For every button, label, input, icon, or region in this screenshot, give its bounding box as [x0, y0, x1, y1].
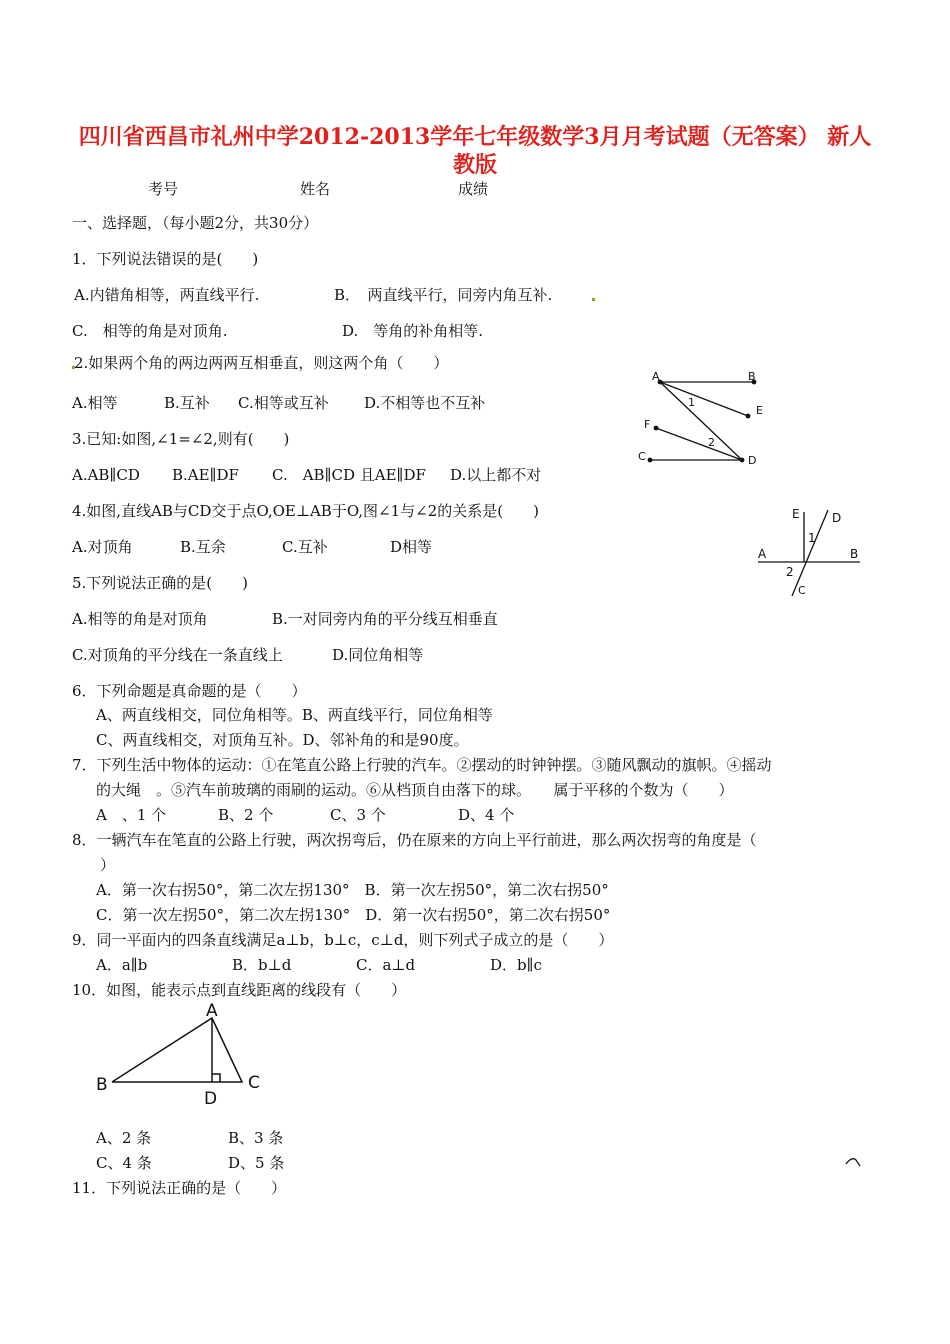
- fig3-label-d: D: [748, 454, 757, 467]
- field-exam-number: 考号: [148, 180, 179, 198]
- q10-option-d: D、5 条: [228, 1154, 285, 1172]
- q9-option-a: A．a∥b: [96, 956, 148, 974]
- section-heading: 一、选择题，（每小题2分，共30分）: [72, 214, 319, 232]
- q9-stem: 9．同一平面内的四条直线满足a⊥b，b⊥c，c⊥d，则下列式子成立的是（ ）: [72, 931, 614, 949]
- q5-option-b: B.一对同旁内角的平分线互相垂直: [272, 610, 498, 628]
- fig4-label-b: B: [850, 547, 859, 561]
- q4-option-a: A.对顶角: [72, 538, 133, 556]
- q3-option-d: D.以上都不对: [450, 466, 542, 484]
- q3-stem: 3.已知:如图,∠1=∠2,则有( ): [72, 430, 290, 448]
- stray-mark: [844, 1156, 864, 1168]
- q7-stem-line2: 的大绳 。⑤汽车前玻璃的雨刷的运动。⑥从档顶自由落下的球。 属于平移的个数为（ ）: [96, 781, 734, 799]
- fig10-label-c: C: [248, 1073, 260, 1093]
- q7-option-d: D、4 个: [458, 806, 515, 824]
- fig3-label-e: E: [756, 404, 763, 417]
- q2-option-c: C.相等或互补: [238, 394, 329, 412]
- q1-option-a: A.内错角相等，两直线平行.: [74, 286, 260, 304]
- q5-option-d: D.同位角相等: [332, 646, 424, 664]
- q7-option-a: A 、1 个: [96, 806, 167, 824]
- figure-q10: [92, 1002, 272, 1112]
- page-title-line2: 教版: [452, 152, 497, 178]
- q6-options-line2: C、两直线相交，对顶角互补。D、邻补角的和是90度。: [96, 731, 469, 749]
- q4-option-d: D相等: [390, 538, 433, 556]
- q1-option-d: D. 等角的补角相等.: [342, 322, 484, 340]
- fig4-label-d: D: [832, 511, 842, 525]
- fig3-label-a: A: [652, 370, 660, 383]
- q1-option-c: C. 相等的角是对顶角.: [72, 322, 228, 340]
- fig10-label-a: A: [206, 1001, 218, 1021]
- q8-options-line2: C．第一次左拐50°，第二次左拐130° D．第一次右拐50°，第二次右拐50°: [96, 906, 611, 924]
- fig4-label-a: A: [758, 547, 767, 561]
- q8-stem-line1: 8．一辆汽车在笔直的公路上行驶，两次拐弯后，仍在原来的方向上平行前进，那么两次拐弯的角度是（: [72, 831, 757, 849]
- fig10-label-b: B: [96, 1075, 108, 1095]
- fig3-label-f: F: [644, 418, 651, 431]
- q7-option-c: C、3 个: [330, 806, 386, 824]
- field-score: 成绩: [458, 180, 489, 198]
- fig10-label-d: D: [204, 1089, 218, 1109]
- q2-option-d: D.不相等也不互补: [364, 394, 486, 412]
- field-name: 姓名: [300, 180, 331, 198]
- fig3-label-b: B: [748, 370, 756, 383]
- page-title-line1: 四川省西昌市礼州中学2012-2013学年七年级数学3月月考试题（无答案） 新人: [78, 124, 872, 150]
- q2-option-b: B.互补: [164, 394, 210, 412]
- q4-option-c: C.互补: [282, 538, 328, 556]
- q5-option-a: A.相等的角是对顶角: [72, 610, 208, 628]
- q9-option-c: C．a⊥d: [356, 956, 416, 974]
- q4-stem: 4.如图,直线AB与CD交于点O,OE⊥AB于O,图∠1与∠2的关系是( ): [72, 502, 539, 520]
- q3-option-b: B.AE∥DF: [172, 466, 239, 484]
- q3-option-a: A.AB∥CD: [72, 466, 140, 484]
- q10-option-b: B、3 条: [228, 1129, 284, 1147]
- fig3-angle-2: 2: [708, 436, 715, 449]
- q8-options-line1: A．第一次右拐50°，第二次左拐130° B．第一次左拐50°，第二次右拐50°: [96, 881, 609, 899]
- q4-option-b: B.互余: [180, 538, 226, 556]
- q8-stem-line2: ）: [100, 856, 116, 874]
- q5-option-c: C.对顶角的平分线在一条直线上: [72, 646, 283, 664]
- fig4-label-c: C: [798, 584, 806, 597]
- fig4-angle-1: 1: [808, 531, 816, 545]
- q9-option-b: B．b⊥d: [232, 956, 292, 974]
- q10-option-a: A、2 条: [96, 1129, 152, 1147]
- q1-option-b: B． 两直线平行，同旁内角互补.: [334, 286, 553, 304]
- stray-mark: [592, 298, 595, 301]
- figure-q3: [630, 364, 770, 474]
- figure-q4: [752, 500, 872, 604]
- fig4-angle-2: 2: [786, 565, 794, 579]
- q7-option-b: B、2 个: [218, 806, 274, 824]
- q5-stem: 5.下列说法正确的是( ): [72, 574, 249, 592]
- q11-stem: 11．下列说法正确的是（ ）: [72, 1179, 287, 1197]
- q3-option-c: C. AB∥CD 且AE∥DF: [272, 466, 426, 484]
- q10-stem: 10．如图，能表示点到直线距离的线段有（ ）: [72, 981, 407, 999]
- q2-option-a: A.相等: [72, 394, 118, 412]
- fig4-label-e: E: [792, 507, 800, 521]
- q1-stem: 1．下列说法错误的是( ): [72, 250, 259, 268]
- fig3-label-c: C: [638, 450, 646, 463]
- q6-stem: 6．下列命题是真命题的是（ ）: [72, 682, 307, 700]
- q2-stem: 2.如果两个角的两边两两互相垂直，则这两个角（ ）: [74, 354, 449, 372]
- q6-options-line1: A、两直线相交，同位角相等。B、两直线平行，同位角相等: [96, 706, 493, 724]
- q7-stem-line1: 7．下列生活中物体的运动：①在笔直公路上行驶的汽车。②摆动的时钟钟摆。③随风飘动的旗帜。④摇动: [72, 756, 772, 774]
- q10-option-c: C、4 条: [96, 1154, 152, 1172]
- q9-option-d: D．b∥c: [490, 956, 542, 974]
- fig3-angle-1: 1: [688, 396, 695, 409]
